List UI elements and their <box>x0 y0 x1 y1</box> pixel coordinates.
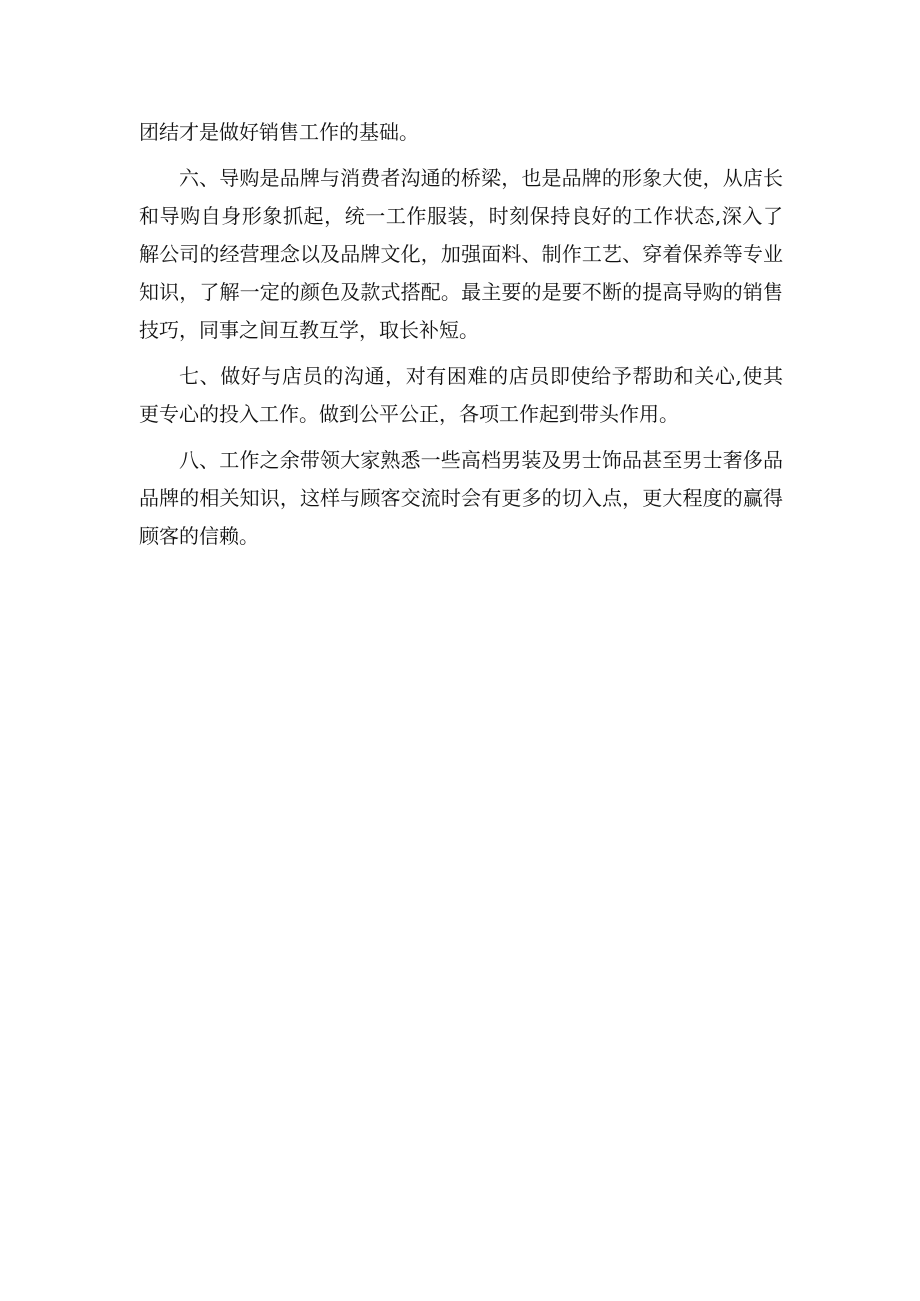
paragraph-six: 六、导购是品牌与消费者沟通的桥梁，也是品牌的形象大使，从店长和导购自身形象抓起，统一工作服装，时刻保持良好的工作状态,深入了解公司的经营理念以及品牌文化，加强面料、制作工艺、穿着保养等专业知识，了解一定的颜色及款式搭配。最主要的是要不断的提高导购的销售技巧，同事之间互教互学，取长补短。 <box>139 166 783 342</box>
paragraph-continuation: 团结才是做好销售工作的基础。 <box>139 120 419 144</box>
paragraph-eight: 八、工作之余带领大家熟悉一些高档男装及男士饰品甚至男士奢侈品品牌的相关知识，这样与顾客交流时会有更多的切入点，更大程度的赢得顾客的信赖。 <box>139 448 783 548</box>
document-body <box>139 113 783 563</box>
paragraph-seven: 七、做好与店员的沟通，对有困难的店员即使给予帮助和关心,使其更专心的投入工作。做到公平公正，各项工作起到带头作用。 <box>139 364 783 426</box>
